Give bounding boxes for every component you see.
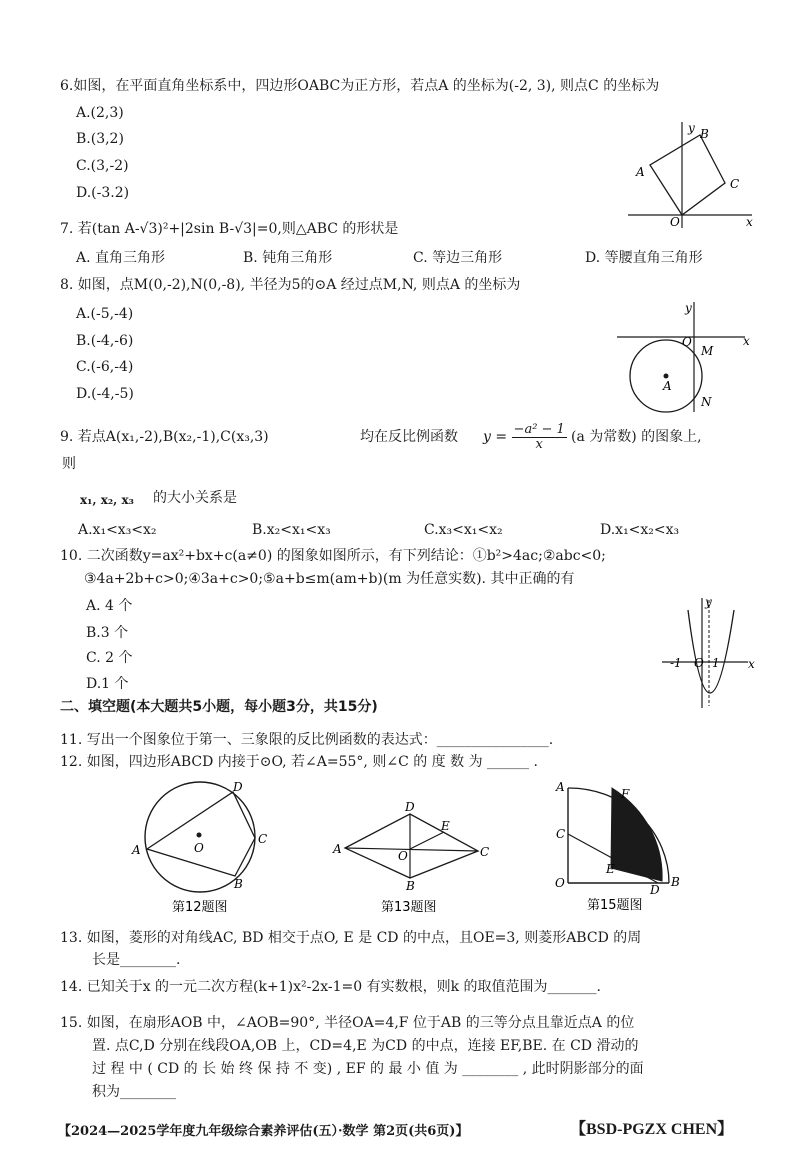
q6-option-c: C.(3,-2) xyxy=(76,158,129,174)
q10-x-label: x xyxy=(748,657,755,671)
q11-text: 11. 写出一个图象位于第一、三象限的反比例函数的表达式：________________. xyxy=(60,732,554,748)
q10-neg1-label: -1 xyxy=(670,656,682,670)
q8-m-label: M xyxy=(701,344,714,358)
q7-option-d: D. 等腰直角三角形 xyxy=(585,250,703,266)
f13-a-label: A xyxy=(333,842,342,856)
f13-o-label: O xyxy=(398,849,408,863)
f12-d-label: D xyxy=(233,780,243,794)
f12-c-label: C xyxy=(258,832,268,846)
q9-stem-part2: 均在反比例函数 xyxy=(360,429,458,445)
f15-o-label: O xyxy=(555,876,565,890)
q8-option-c: C.(-6,-4) xyxy=(76,359,134,375)
q6-c-label: C xyxy=(730,177,740,191)
section-2-heading: 二、填空题(本大题共5小题，每小题3分，共15分) xyxy=(60,699,378,715)
q9-option-d: D.x₁<x₂<x₃ xyxy=(600,522,680,538)
q6-y-label: y xyxy=(688,121,695,135)
q9-stem-part1: 9. 若点A(x₁,-2),B(x₂,-1),C(x₃,3) xyxy=(60,429,269,445)
q13-line1: 13. 如图，菱形的对角线AC, BD 相交于点O, E 是 CD 的中点，且OE=3, 则菱形ABCD 的周 xyxy=(60,930,642,946)
q7-option-c: C. 等边三角形 xyxy=(413,250,503,266)
f12-b-label: B xyxy=(234,877,243,891)
q9-function xyxy=(483,417,567,457)
q8-option-a: A.(-5,-4) xyxy=(76,306,134,322)
q8-a-label: A xyxy=(663,379,672,393)
q10-figure xyxy=(662,596,762,711)
f12-caption: 第12题图 xyxy=(172,900,228,915)
q9-func-denominator: x xyxy=(535,436,543,452)
q15-line3: 过 程 中 ( CD 的 长 始 终 保 持 不 变) , EF 的 最 小 值 为 ________ , 此时阴影部分的面 xyxy=(92,1061,644,1077)
q10-option-b: B.3 个 xyxy=(86,625,129,641)
f15-d-label: D xyxy=(650,883,660,897)
q9-stem-part3: (a 为常数) 的图象上, xyxy=(571,429,702,445)
q10-option-a: A. 4 个 xyxy=(86,598,133,614)
q7-option-b: B. 钝角三角形 xyxy=(243,250,333,266)
q9-stem-part5: 的大小关系是 xyxy=(153,490,237,506)
f15-e-label: E xyxy=(606,862,615,876)
q15-line2: 置. 点C,D 分别在线段OA,OB 上，CD=4,E 为CD 的中点，连接 EF,BE. 在 CD 滑动的 xyxy=(92,1038,639,1054)
f15-f-label: F xyxy=(621,787,630,801)
q10-option-c: C. 2 个 xyxy=(86,650,133,666)
q9-option-b: B.x₂<x₁<x₃ xyxy=(252,522,331,538)
figure-12 xyxy=(130,780,280,918)
q10-stem-line1: 10. 二次函数y=ax²+bx+c(a≠0) 的图象如图所示，有下列结论：①b²>4ac;②abc<0; xyxy=(60,548,606,564)
f15-a-label: A xyxy=(556,780,565,794)
footer-left: 【2024—2025学年度九年级综合素养评估(五）·数学 第2页(共6页)】 xyxy=(58,1124,469,1139)
q8-n-label: N xyxy=(701,395,712,409)
q8-figure xyxy=(615,300,755,415)
q6-a-label: A xyxy=(636,165,645,179)
q10-o-label: O xyxy=(694,656,704,670)
f15-c-label: C xyxy=(556,827,566,841)
q6-option-d: D.(-3.2) xyxy=(76,185,130,201)
f13-e-label: E xyxy=(441,819,450,833)
q10-stem-line2: ③4a+2b+c>0;④3a+c>0;⑤a+b≤m(am+b)(m 为任意实数). 其中正确的有 xyxy=(84,571,575,587)
q8-x-label: x xyxy=(743,334,750,348)
q9-fraction xyxy=(512,423,567,452)
q8-option-d: D.(-4,-5) xyxy=(76,386,134,402)
f13-caption: 第13题图 xyxy=(381,900,437,915)
q8-o-label: O xyxy=(682,335,692,349)
q10-option-d: D.1 个 xyxy=(86,676,129,692)
q10-one-label: 1 xyxy=(712,656,720,670)
f15-caption: 第15题图 xyxy=(587,898,643,913)
f13-d-label: D xyxy=(405,800,415,814)
figure-13 xyxy=(330,800,495,918)
q7-stem: 7. 若(tan A-√3)²+|2sin B-√3|=0,则△ABC 的形状是 xyxy=(60,221,399,237)
q15-line4: 积为________ xyxy=(92,1084,176,1100)
q10-y-label: y xyxy=(705,595,712,609)
f12-o-label: O xyxy=(194,841,204,855)
q6-stem: 6.如图，在平面直角坐标系中，四边形OABC为正方形，若点A 的坐标为(-2, 3), 则点C 的坐标为 xyxy=(60,78,660,94)
q6-o-label: O xyxy=(670,215,680,229)
figure-15 xyxy=(551,778,686,918)
q15-line1: 15. 如图，在扇形AOB 中，∠AOB=90°, 半径OA=4,F 位于AB 的三等分点且靠近点A 的位 xyxy=(60,1015,635,1031)
q6-option-a: A.(2,3) xyxy=(76,105,124,121)
footer-right: 【BSD-PGZX CHEN】 xyxy=(570,1121,734,1138)
f13-c-label: C xyxy=(480,845,490,859)
q6-figure xyxy=(628,118,758,228)
q8-y-label: y xyxy=(685,301,692,315)
q12-text: 12. 如图，四边形ABCD 内接于⊙O, 若∠A=55°, 则∠C 的 度 数 为 ______ . xyxy=(60,754,538,770)
q7-option-a: A. 直角三角形 xyxy=(76,250,166,266)
q9-option-a: A.x₁<x₃<x₂ xyxy=(78,522,157,538)
q8-option-b: B.(-4,-6) xyxy=(76,333,134,349)
q6-b-label: B xyxy=(700,127,709,141)
q13-line2: 长是________. xyxy=(92,952,181,968)
q6-option-b: B.(3,2) xyxy=(76,131,124,147)
q9-stem-part4: 则 xyxy=(62,456,76,472)
q14-text: 14. 已知关于x 的一元二次方程(k+1)x²-2x-1=0 有实数根，则k 的取值范围为_______. xyxy=(60,979,602,995)
q9-variables: x₁, x₂, x₃ xyxy=(80,493,134,507)
f13-b-label: B xyxy=(406,879,415,893)
q8-stem: 8. 如图，点M(0,-2),N(0,-8), 半径为5的⊙A 经过点M,N, 则点A 的坐标为 xyxy=(60,277,521,293)
f15-b-label: B xyxy=(671,875,680,889)
q6-x-label: x xyxy=(746,215,753,229)
q9-func-numerator: −a² − 1 xyxy=(513,421,565,437)
q9-func-y: y = xyxy=(483,429,508,445)
q9-option-c: C.x₃<x₁<x₂ xyxy=(424,522,503,538)
f12-a-label: A xyxy=(132,843,141,857)
